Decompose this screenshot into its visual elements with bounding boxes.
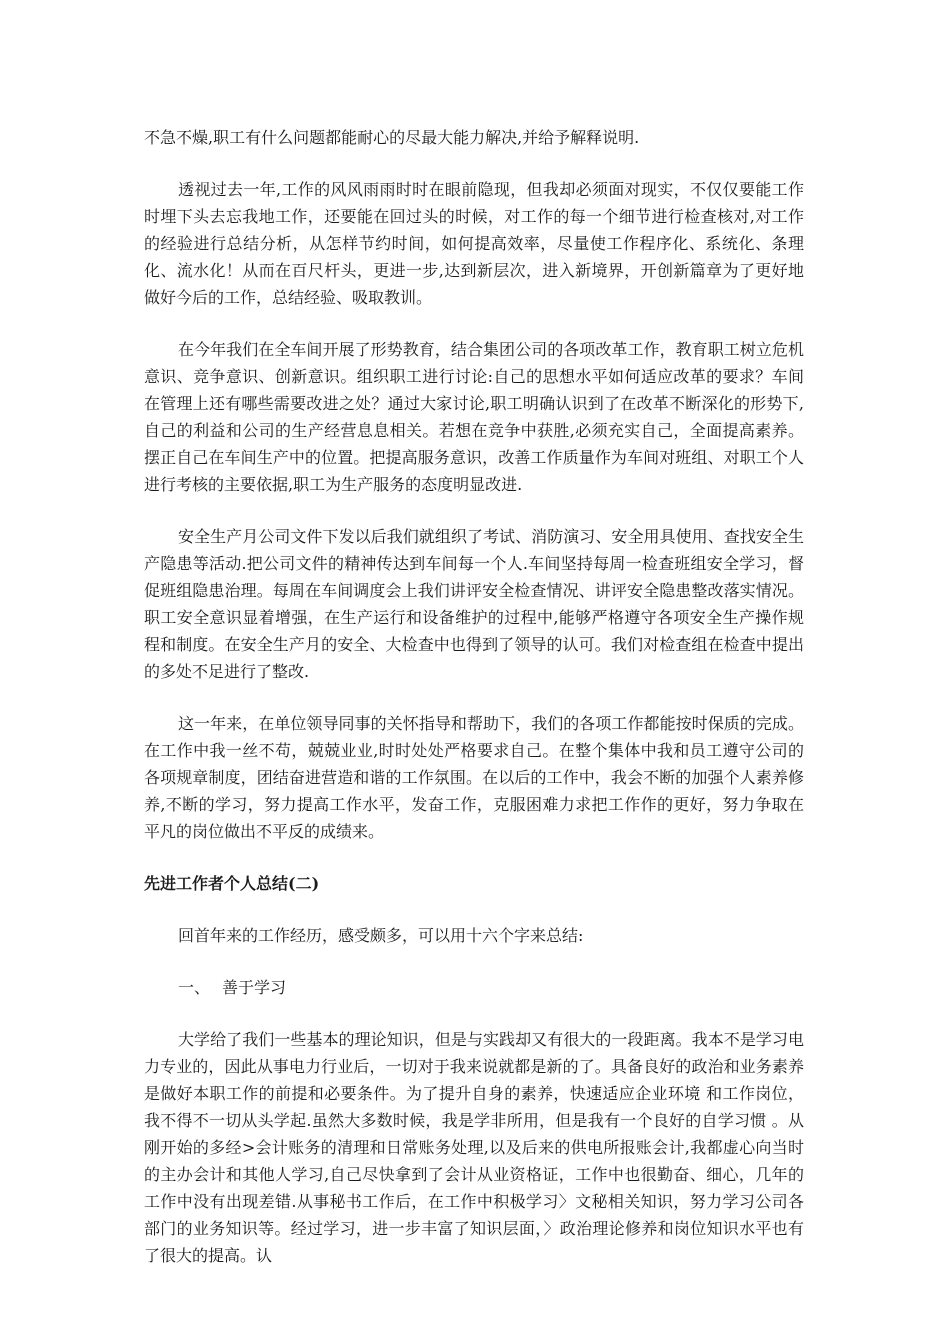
paragraph-1: 透视过去一年,工作的风风雨雨时时在眼前隐现，但我却必须面对现实，不仅仅要能工作时埋下头去忘我地工作，还要能在回过头的时候，对工作的每一个细节进行检查核对,对工作的经验进行总结分析，从怎样节约时间，如何提高效率，尽量使工作程序化、系统化、条理化、流水化！从而在百尺杆头，更进一步,达到新层次，进入新境界，开创新篇章为了更好地做好今后的工作，总结经验、吸取教训。 xyxy=(144,180,804,307)
paragraph-5: 回首年来的工作经历，感受颇多，可以用十六个字来总结: xyxy=(178,926,584,945)
list-item-1 xyxy=(144,974,804,1001)
list-item-number: 一、 xyxy=(178,978,211,997)
document-page xyxy=(144,124,804,1269)
list-item-text: 善于学习 xyxy=(222,978,287,997)
paragraph-4: 这一年来，在单位领导同事的关怀指导和帮助下，我们的各项工作都能按时保质的完成。在工作中我一丝不苟，兢兢业业,时时处处严格要求自己。在整个集体中我和员工遵守公司的各项规章制度，团结奋进营造和谐的工作氛围。在以后的工作中，我会不断的加强个人素养修养,不断的学习，努力提高工作水平，发奋工作，克服困难力求把工作作的更好，努力争取在平凡的岗位做出不平反的成绩来。 xyxy=(144,714,804,841)
paragraph-2: 在今年我们在全车间开展了形势教育，结合集团公司的各项改革工作，教育职工树立危机意识、竞争意识、创新意识。组织职工进行讨论:自己的思想水平如何适应改革的要求？车间在管理上还有哪些需要改进之处？通过大家讨论,职工明确认识到了在改革不断深化的形势下,自己的利益和公司的生产经营息息相关。若想在竞争中获胜,必须充实自己，全面提高素养。摆正自己在车间生产中的位置。把提高服务意识，改善工作质量作为车间对班组、对职工个人进行考核的主要依据,职工为生产服务的态度明显改进. xyxy=(144,340,804,494)
paragraph-6: 大学给了我们一些基本的理论知识，但是与实践却又有很大的一段距离。我本不是学习电力专业的，因此从事电力行业后，一切对于我来说就都是新的了。具备良好的政治和业务素养是做好本职工作的前提和必要条件。为了提升自身的素养，快速适应企业环境 和工作岗位，我不得不一切从头学起.虽然大多数时候，我是学非所用，但是我有一个良好的自学习惯 。从刚开始的多经>会计账务的清理和日常账务处理,以及后来的供电所报账会计,我都虚心向当时的主办会计和其他人学习,自己尽快拿到了会计从业资格证，工作中也很勤奋、细心，几年的工作中没有出现差错.从事秘书工作后，在工作中积极学习〉文秘相关知识，努力学习公司各部门的业务知识等。经过学习，进一步丰富了知识层面，〉政治理论修养和岗位知识水平也有了很大的提高。认 xyxy=(144,1030,804,1265)
section-heading: 先进工作者个人总结(二) xyxy=(144,874,320,893)
paragraph-3: 安全生产月公司文件下发以后我们就组织了考试、消防演习、安全用具使用、查找安全生产隐患等活动.把公司文件的精神传达到车间每一个人.车间坚持每周一检查班组安全学习，督促班组隐患治理。每周在车间调度会上我们讲评安全检查情况、讲评安全隐患整改落实情况。职工安全意识显着增强，在生产运行和设备维护的过程中,能够严格遵守各项安全生产操作规程和制度。在安全生产月的安全、大检查中也得到了领导的认可。我们对检查组在检查中提出的多处不足进行了整改. xyxy=(144,527,804,681)
paragraph-0: 不急不燥,职工有什么问题都能耐心的尽最大能力解决,并给予解释说明. xyxy=(144,128,640,147)
